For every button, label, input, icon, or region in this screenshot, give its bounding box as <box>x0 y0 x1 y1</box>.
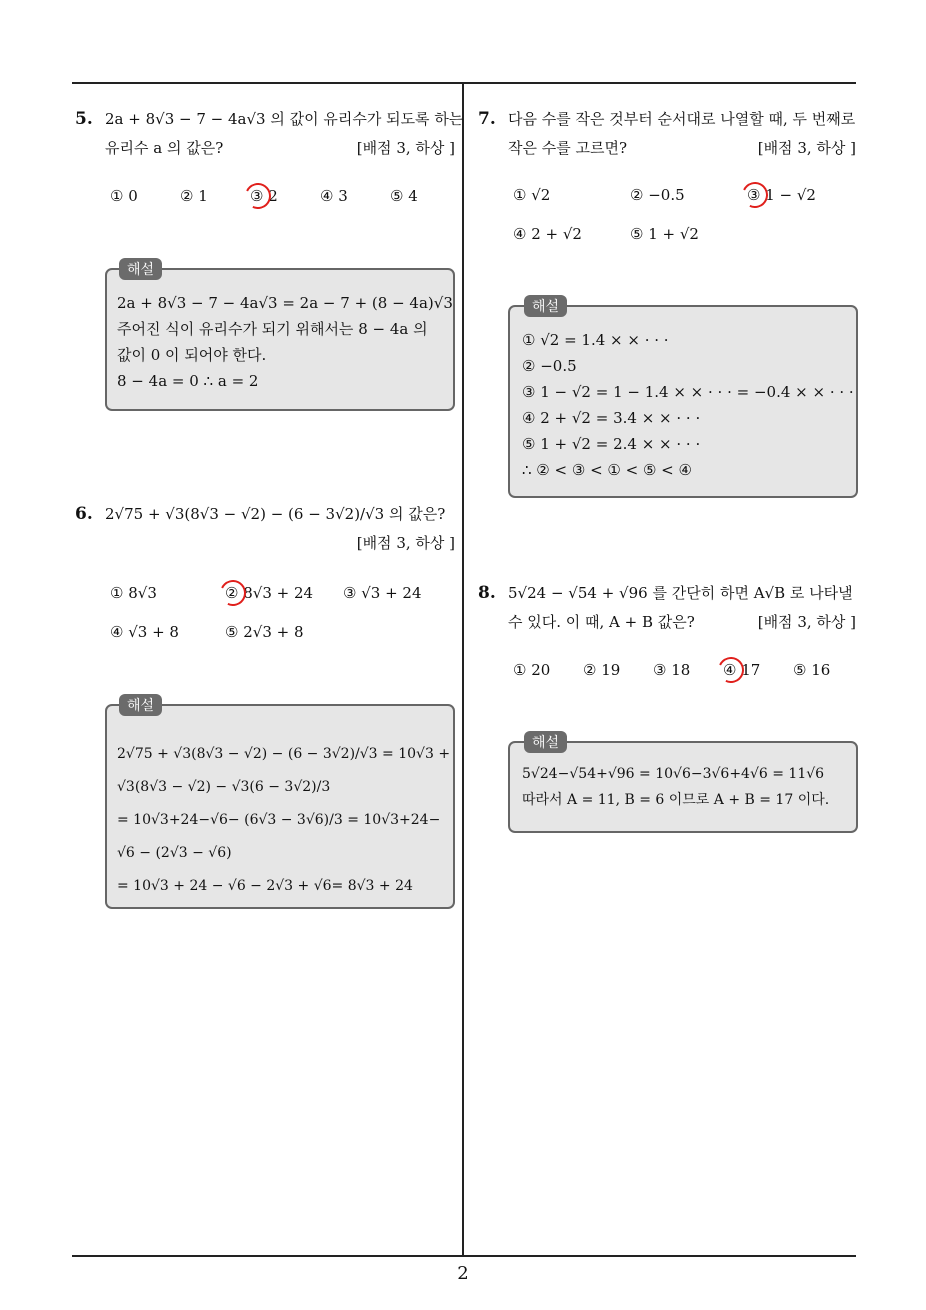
question-number: 6. <box>75 504 93 524</box>
question-text: 2√75 + √3(8√3 − √2) − (6 − 3√2)/√3 의 값은? <box>105 505 446 523</box>
solution-line: 5√24−√54+√96 = 10√6−3√6+4√6 = 11√6 <box>522 766 825 782</box>
choice-5[interactable]: ⑤ 1 + √2 <box>630 225 699 243</box>
choice-4[interactable]: ④ √3 + 8 <box>110 623 179 641</box>
solution-line: = 10√3 + 24 − √6 − 2√3 + √6= 8√3 + 24 <box>117 878 413 894</box>
solution-line: ② −0.5 <box>522 357 577 375</box>
solution-line: ④ 2 + √2 = 3.4 × × · · · <box>522 409 701 427</box>
solution-tag: 해설 <box>524 731 567 753</box>
choice-2[interactable]: ② −0.5 <box>630 186 685 204</box>
choice-2[interactable]: ② 19 <box>583 661 621 679</box>
solution-line: ① √2 = 1.4 × × · · · <box>522 331 669 349</box>
choice-1[interactable]: ① √2 <box>513 186 551 204</box>
solution-line: √6 − (2√3 − √6) <box>117 845 232 861</box>
choice-4[interactable]: ④ 3 <box>320 187 348 205</box>
answer-circle-icon <box>216 576 249 609</box>
question-text: 5√24 − √54 + √96 를 간단히 하면 A√B 로 나타낼 <box>508 584 853 602</box>
solution-line: 주어진 식이 유리수가 되기 위해서는 8 − 4a 의 <box>117 320 428 338</box>
solution-line: 2a + 8√3 − 7 − 4a√3 = 2a − 7 + (8 − 4a)√3 <box>117 294 453 312</box>
question-6 <box>75 500 455 558</box>
choice-5[interactable]: ⑤ 2√3 + 8 <box>225 623 304 641</box>
choice-3[interactable]: ③ 2 <box>250 187 278 205</box>
solution-tag: 해설 <box>119 258 162 280</box>
choice-1[interactable]: ① 0 <box>110 187 138 205</box>
answer-circle-icon <box>738 178 771 211</box>
question-5 <box>75 105 464 163</box>
choice-5[interactable]: ⑤ 16 <box>793 661 831 679</box>
score-meta: [배점 3, 하상 ] <box>757 613 856 631</box>
solution-box-q7 <box>508 299 858 498</box>
solution-line: 값이 0 이 되어야 한다. <box>117 346 267 364</box>
question-text: 2a + 8√3 − 7 − 4a√3 의 값이 유리수가 되도록 하는 <box>105 110 464 128</box>
solution-line: ⑤ 1 + √2 = 2.4 × × · · · <box>522 435 701 453</box>
score-meta: [배점 3, 하상 ] <box>356 139 455 157</box>
choice-2[interactable]: ② 1 <box>180 187 208 205</box>
solution-tag: 해설 <box>524 295 567 317</box>
solution-tag: 해설 <box>119 694 162 716</box>
choice-3[interactable]: ③ √3 + 24 <box>343 584 422 602</box>
choice-3[interactable]: ③ 18 <box>653 661 691 679</box>
answer-circle-icon <box>714 653 747 686</box>
choice-3[interactable]: ③ 1 − √2 <box>747 186 816 204</box>
page-number: 2 <box>457 1263 469 1284</box>
score-meta: [배점 3, 하상 ] <box>757 139 856 157</box>
question-8 <box>478 579 856 637</box>
solution-line: ∴ ② < ③ < ① < ⑤ < ④ <box>522 461 692 479</box>
solution-line: 2√75 + √3(8√3 − √2) − (6 − 3√2)/√3 = 10√3 + <box>117 746 451 762</box>
solution-box-q8 <box>508 735 858 833</box>
question-text: 유리수 a 의 값은? <box>105 139 224 157</box>
question-7 <box>478 105 856 163</box>
question-text: 수 있다. 이 때, A + B 값은? <box>508 613 695 631</box>
choice-5[interactable]: ⑤ 4 <box>390 187 418 205</box>
choice-4[interactable]: ④ 2 + √2 <box>513 225 582 243</box>
question-number: 5. <box>75 109 93 129</box>
choice-2[interactable]: ② 8√3 + 24 <box>225 584 313 602</box>
solution-line: = 10√3+24−√6− (6√3 − 3√6)/3 = 10√3+24− <box>117 812 441 828</box>
solution-line: 8 − 4a = 0 ∴ a = 2 <box>117 372 259 390</box>
solution-line: 따라서 A = 11, B = 6 이므로 A + B = 17 이다. <box>522 792 830 808</box>
choice-1[interactable]: ① 20 <box>513 661 551 679</box>
score-meta: [배점 3, 하상 ] <box>356 534 455 552</box>
bottom-rule <box>72 1255 856 1257</box>
solution-box-q5 <box>105 262 455 411</box>
question-text: 다음 수를 작은 것부터 순서대로 나열할 때, 두 번째로 <box>508 110 856 128</box>
choice-4[interactable]: ④ 17 <box>723 661 760 679</box>
choice-1[interactable]: ① 8√3 <box>110 584 157 602</box>
column-divider <box>462 82 464 1257</box>
question-number: 7. <box>478 109 496 129</box>
solution-line: √3(8√3 − √2) − √3(6 − 3√2)/3 <box>117 779 331 795</box>
question-text: 작은 수를 고르면? <box>508 139 628 157</box>
solution-line: ③ 1 − √2 = 1 − 1.4 × × · · · = −0.4 × × · · · <box>522 383 854 401</box>
answer-circle-icon <box>241 179 274 212</box>
question-number: 8. <box>478 583 496 603</box>
top-rule <box>72 82 856 84</box>
solution-box-q6 <box>105 698 455 909</box>
